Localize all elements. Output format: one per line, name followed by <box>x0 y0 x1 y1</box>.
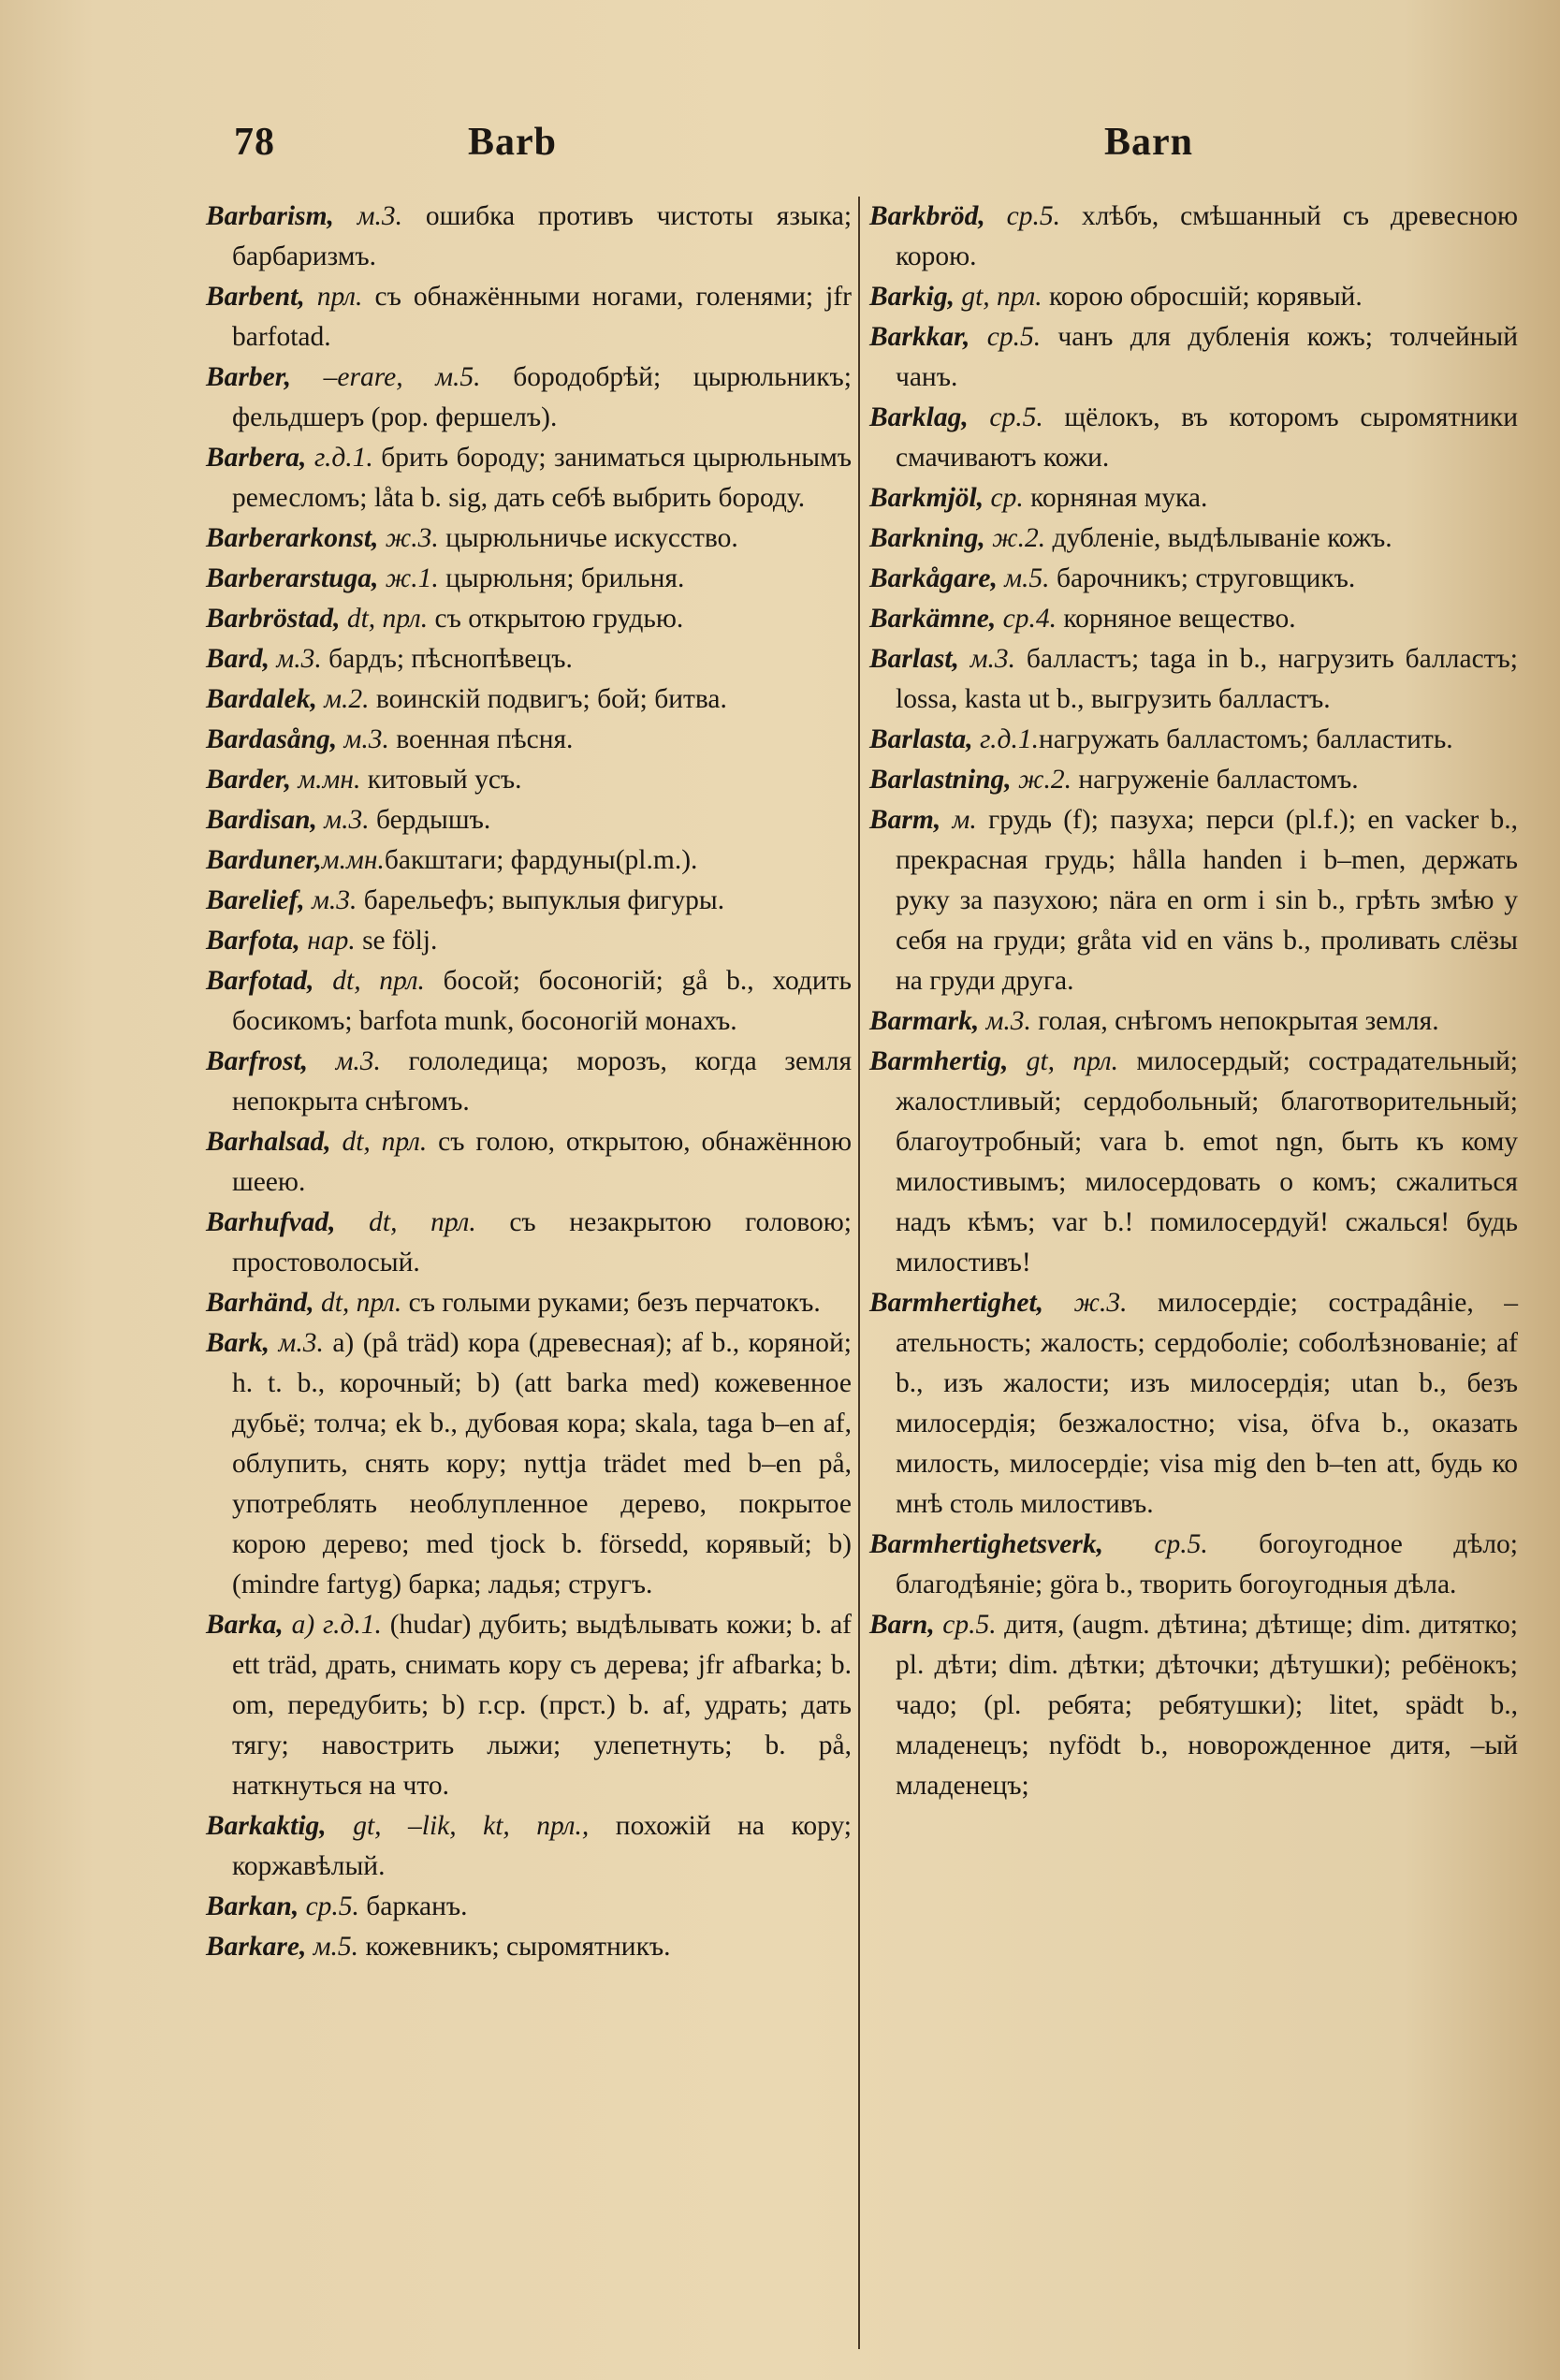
entry-grammar: ср.5. <box>968 402 1043 432</box>
entry-headword: Barfrost, <box>206 1046 309 1076</box>
entry-headword: Barmark, <box>869 1006 980 1036</box>
dictionary-entry <box>206 197 852 277</box>
entry-definition: брить бороду; заниматься цырюльнымъ ремесломъ; låta b. sig, дать себѣ выбрить бороду. <box>232 443 852 513</box>
entry-definition: цырюльничье искусство. <box>438 523 738 553</box>
dictionary-entry <box>206 1806 852 1887</box>
entry-headword: Barfota, <box>206 926 300 956</box>
entry-definition: ошибка противъ чистоты языка; барбаризмъ. <box>232 201 853 271</box>
dictionary-entry <box>869 197 1518 277</box>
entry-headword: Barkaktig, <box>206 1811 327 1841</box>
entry-headword: Barkig, <box>869 282 955 312</box>
entry-headword: Barhufvad, <box>206 1207 336 1237</box>
entry-grammar: м.3. <box>337 724 389 754</box>
dictionary-entry <box>206 720 852 760</box>
dictionary-entry <box>206 1927 852 1967</box>
entry-definition: корою обросшій; корявый. <box>1042 282 1363 312</box>
entry-grammar: м.5. <box>306 1932 359 1962</box>
entry-headword: Bardalek, <box>206 684 317 714</box>
dictionary-entry <box>869 599 1518 639</box>
entry-headword: Barbent, <box>206 282 305 312</box>
entry-grammar: dt, прл. <box>340 604 429 634</box>
entry-definition: дубленіе, выдѣлываніе кожъ. <box>1045 523 1392 553</box>
entry-grammar: gt, –lik, kt, прл., <box>326 1811 590 1841</box>
dictionary-entry <box>206 559 852 599</box>
entry-headword: Bardisan, <box>206 805 317 835</box>
entry-grammar: dt, прл. <box>335 1207 476 1237</box>
entry-grammar: м.2. <box>316 684 370 714</box>
entry-grammar: a) г.д.1. <box>283 1610 382 1640</box>
entry-headword: Bark, <box>206 1328 270 1358</box>
dictionary-entry <box>869 518 1518 559</box>
entry-definition: щёлокъ, въ которомъ сыромятники смачиваютъ кожи. <box>896 402 1518 473</box>
entry-definition: грудь (f); пазуха; перси (pl.f.); en vacker b., прекрасная грудь; hålla handen i b–men, держать руку за пазухою; nära en orm i sin b., грѣть змѣю у себя на груди; gråta vid en väns b., проливать слёзы на груди друга. <box>896 805 1518 996</box>
dictionary-entry <box>206 1042 852 1122</box>
entry-definition: бородобрѣй; цырюльникъ; фельдшеръ (рор. фершелъ). <box>232 362 852 432</box>
entry-definition: a) (på träd) кора (древесная); af b., коряной; h. t. b., корочный; b) (att barka med) кожевенное дубьё; толча; ek b., дубовая кора; skala, taga b–en af, облупить, снять кору; nyttja trädet med b–en på, употреблять необлупленное дерево, покрытое корою дерево; med tjock b. försedd, корявый; b) (mindre fartyg) барка; ладья; стругъ. <box>232 1328 853 1599</box>
entry-grammar: ср.5. <box>1102 1529 1208 1559</box>
entry-headword: Bardasång, <box>206 724 338 754</box>
entry-grammar: м.3. <box>308 1046 381 1076</box>
dictionary-entry <box>206 800 852 840</box>
entry-headword: Barduner, <box>206 845 322 875</box>
entry-grammar: м.3. <box>270 1328 324 1358</box>
dictionary-entry <box>869 317 1518 398</box>
entry-definition: балластъ; taga in b., нагрузить балластъ; lossa, kasta ut b., выгрузить балластъ. <box>896 644 1519 714</box>
page-number: 78 <box>234 121 275 164</box>
entry-headword: Barkare, <box>206 1932 307 1962</box>
dictionary-entry <box>206 1887 852 1927</box>
entry-grammar: ж.3. <box>378 523 439 553</box>
dictionary-entry <box>869 277 1518 317</box>
dictionary-entry <box>869 639 1518 720</box>
entry-definition: гололедица; морозъ, когда земля непокрыта снѣгомъ. <box>232 1046 853 1117</box>
entry-definition: съ обнажёнными ногами, голенями; jfr barfotad. <box>232 282 852 352</box>
entry-definition: милосердый; сострадательный; жалостливый; сердобольный; благотворительный; благоутробный; vara b. emot ngn, быть къ кому милостивымъ; милосердовать о комъ; сжалиться надъ кѣмъ; var b.! помилосердуй! сжалься! будь милостивъ! <box>896 1046 1518 1278</box>
entry-grammar: dt, прл. <box>313 966 425 996</box>
entry-definition: барочникъ; струговщикъ. <box>1049 563 1356 593</box>
entry-headword: Barn, <box>869 1610 935 1640</box>
entry-definition: воинскій подвигъ; бой; битва. <box>369 684 727 714</box>
entry-definition: кожевникъ; сыромятникъ. <box>358 1932 671 1962</box>
entry-definition: дитя, (augm. дѣтина; дѣтище; dim. дитятко; pl. дѣти; dim. дѣтки; дѣточки; дѣтушки); ребёнокъ; чадо; (pl. ребята; ребятушки); litet, spädt b., младенецъ; nyfödt b., новорожденное дитя, –ый младенецъ; <box>896 1610 1518 1801</box>
dictionary-entry <box>206 881 852 921</box>
dictionary-entry <box>206 679 852 720</box>
entry-definition: цырюльня; брильня. <box>438 563 685 593</box>
dictionary-entry <box>869 1001 1518 1042</box>
entry-definition: съ голою, открытою, обнажённою шеею. <box>232 1127 853 1197</box>
entry-headword: Barmhertighetsverk, <box>869 1529 1103 1559</box>
dictionary-entry <box>869 1605 1518 1806</box>
entry-headword: Barkmjöl, <box>869 483 984 513</box>
entry-definition: бардъ; пѣснопѣвецъ. <box>321 644 573 674</box>
entry-headword: Barberarstuga, <box>206 563 379 593</box>
dictionary-entry <box>206 518 852 559</box>
entry-definition: se följ. <box>355 926 438 956</box>
entry-grammar: dt, прл. <box>330 1127 428 1157</box>
entry-grammar: ж.2. <box>984 523 1046 553</box>
entry-grammar: м.3. <box>333 201 403 231</box>
dictionary-entry <box>869 398 1518 478</box>
right-running-head: Barn <box>1104 121 1194 164</box>
entry-grammar: м.3. <box>979 1006 1031 1036</box>
left-running-head: Barb <box>468 121 558 164</box>
entry-definition: босой; босоногій; gå b., ходить босикомъ; barfota munk, босоногій монахъ. <box>232 966 852 1036</box>
entry-headword: Barlastning, <box>869 765 1012 795</box>
entry-definition: богоугодное дѣло; благодѣяніе; göra b., творить богоугодныя дѣла. <box>896 1529 1519 1599</box>
entry-headword: Barka, <box>206 1610 284 1640</box>
entry-grammar: ср.4. <box>996 604 1057 634</box>
entry-headword: Barbröstad, <box>206 604 341 634</box>
entry-headword: Barbera, <box>206 443 307 473</box>
entry-headword: Barmhertighet, <box>869 1288 1044 1318</box>
entry-definition: голая, снѣгомъ непокрытая земля. <box>1030 1006 1439 1036</box>
dictionary-entry <box>206 760 852 800</box>
entry-grammar: gt, прл. <box>954 282 1042 312</box>
entry-grammar: м.3. <box>304 885 357 915</box>
entry-definition: милосердіе; сострадâніе, –ательность; жалость; сердоболіе; соболѣзнованіе; af b., изъ жалости; изъ милосердія; utan b., безъ милосердія; безжалостно; visa, öfva b., оказать милость, милосердіе; visa mig den b–ten att, будь ко мнѣ столь милостивъ. <box>896 1288 1518 1519</box>
entry-grammar: ж.2. <box>1011 765 1072 795</box>
entry-grammar: gt, прл. <box>1008 1046 1119 1076</box>
entry-grammar: ср.5. <box>984 201 1060 231</box>
dictionary-entry <box>206 1122 852 1203</box>
entry-headword: Barder, <box>206 765 291 795</box>
dictionary-entry <box>206 921 852 961</box>
entry-headword: Bard, <box>206 644 270 674</box>
entry-definition: (hudar) дубить; выдѣлывать кожи; b. af ett träd, драть, снимать кору съ дерева; jfr afbarka; b. om, передубить; b) г.ср. (прст.) b. af, удрать; дать тягу; навострить лыжи; улепетнуть; b. på, наткнуться на что. <box>232 1610 852 1801</box>
entry-definition: военная пѣсня. <box>388 724 574 754</box>
entry-definition: съ голыми руками; безъ перчатокъ. <box>401 1288 821 1318</box>
entry-headword: Barkkar, <box>869 322 970 352</box>
dictionary-entry <box>206 358 852 438</box>
dictionary-entry <box>869 1283 1518 1525</box>
entry-definition: хлѣбъ, смѣшанный съ древесною корою. <box>896 201 1518 271</box>
entry-grammar: м.3. <box>958 644 1016 674</box>
entry-definition: чанъ для дубленія кожъ; толчейный чанъ. <box>896 322 1519 392</box>
right-column <box>858 197 1518 2349</box>
entry-grammar: г.д.1. <box>306 443 373 473</box>
entry-grammar: dt, прл. <box>313 1288 402 1318</box>
entry-definition: бакштаги; фардуны(pl.m.). <box>384 845 698 875</box>
entry-headword: Barbarism, <box>206 201 334 231</box>
entry-headword: Barfotad, <box>206 966 314 996</box>
entry-definition: съ незакрытою головою; простоволосый. <box>232 1207 852 1278</box>
entry-grammar: м.5. <box>997 563 1050 593</box>
entry-grammar: м. <box>940 805 977 835</box>
entry-headword: Barhalsad, <box>206 1127 331 1157</box>
entry-headword: Barkan, <box>206 1891 299 1921</box>
entry-grammar: м.3. <box>270 644 322 674</box>
entry-headword: Barkämne, <box>869 604 997 634</box>
entry-definition: похожій на кору; коржавѣлый. <box>232 1811 852 1881</box>
dictionary-entry <box>869 478 1518 518</box>
dictionary-entry <box>206 1203 852 1283</box>
entry-headword: Barklag, <box>869 402 969 432</box>
dictionary-entry <box>869 800 1518 1001</box>
entry-headword: Barkning, <box>869 523 985 553</box>
dictionary-entry <box>206 599 852 639</box>
entry-definition: корняное вещество. <box>1056 604 1296 634</box>
entry-headword: Barberarkonst, <box>206 523 379 553</box>
entry-grammar: г.д.1. <box>972 724 1039 754</box>
dictionary-entry <box>206 438 852 518</box>
entry-grammar: –erare, м.5. <box>290 362 481 392</box>
entry-grammar: м.мн. <box>321 845 385 875</box>
dictionary-entry <box>206 277 852 358</box>
entry-definition: нагруженіе балластомъ. <box>1072 765 1359 795</box>
dictionary-entry <box>206 639 852 679</box>
dictionary-entry <box>869 1525 1518 1605</box>
entry-definition: барельефъ; выпуклыя фигуры. <box>357 885 725 915</box>
entry-definition: барканъ. <box>358 1891 468 1921</box>
entry-grammar: ср. <box>984 483 1024 513</box>
entry-grammar: ср.5. <box>934 1610 997 1640</box>
entry-grammar: м.3. <box>316 805 370 835</box>
entry-headword: Barelief, <box>206 885 305 915</box>
dictionary-entry <box>869 1042 1518 1283</box>
entry-grammar: прл. <box>304 282 363 312</box>
entry-definition: съ открытою грудью. <box>428 604 684 634</box>
dictionary-entry <box>869 559 1518 599</box>
page-header <box>234 120 1448 176</box>
entry-definition: нагружать балластомъ; балластить. <box>1038 724 1453 754</box>
entry-headword: Barlasta, <box>869 724 973 754</box>
dictionary-entry <box>869 720 1518 760</box>
entry-grammar: м.мн. <box>290 765 361 795</box>
entry-headword: Barhänd, <box>206 1288 314 1318</box>
dictionary-entry <box>869 760 1518 800</box>
entry-headword: Barkågare, <box>869 563 998 593</box>
left-column <box>206 197 852 2349</box>
entry-grammar: нар. <box>299 926 356 956</box>
dictionary-entry <box>206 1283 852 1323</box>
entry-definition: корняная мука. <box>1023 483 1208 513</box>
entry-headword: Barmhertig, <box>869 1046 1009 1076</box>
entry-grammar: ср.5. <box>299 1891 359 1921</box>
entry-definition: китовый усъ. <box>360 765 522 795</box>
entry-headword: Barkbröd, <box>869 201 985 231</box>
entry-grammar: ср.5. <box>970 322 1042 352</box>
dictionary-entry <box>206 961 852 1042</box>
entry-grammar: ж.1. <box>378 563 439 593</box>
entry-headword: Barber, <box>206 362 291 392</box>
entry-grammar: ж.3. <box>1043 1288 1128 1318</box>
entry-definition: бердышъ. <box>369 805 491 835</box>
dictionary-entry <box>206 1323 852 1605</box>
entry-headword: Barlast, <box>869 644 959 674</box>
dictionary-entry <box>206 1605 852 1806</box>
entry-headword: Barm, <box>869 805 941 835</box>
dictionary-entry <box>206 840 852 881</box>
